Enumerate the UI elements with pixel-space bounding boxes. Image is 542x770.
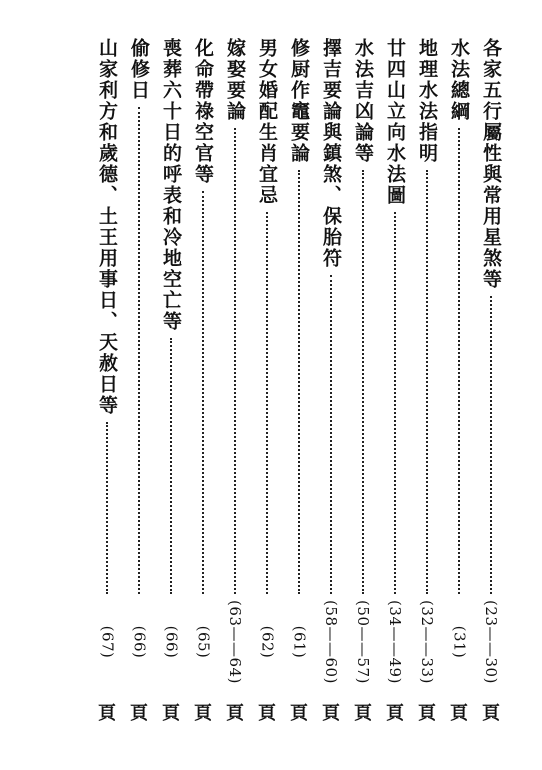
toc-entry-unit: 頁 <box>354 703 372 724</box>
toc-entry-pages-box <box>96 596 118 688</box>
toc-entry-pages: (32——33) <box>418 600 437 684</box>
toc-entry <box>448 38 470 728</box>
toc-entry <box>288 38 310 728</box>
toc-entry-pages: (58——60) <box>322 600 341 684</box>
toc-entry-unit: 頁 <box>258 703 276 724</box>
toc-entry-pages: (61) <box>290 625 309 659</box>
leader-dots <box>330 275 332 594</box>
toc-entry-title: 男女婚配生肖宜忌 <box>256 38 278 206</box>
leader-dots <box>490 296 492 594</box>
toc-entry-pages: (34——49) <box>386 600 405 684</box>
toc-entry-pages-box <box>448 596 470 688</box>
toc-entry <box>320 38 342 728</box>
toc-entry-unit: 頁 <box>322 703 340 724</box>
toc-entry-unit: 頁 <box>130 703 148 724</box>
table-of-contents <box>96 38 502 728</box>
toc-entry-title: 修厨作竈要論 <box>288 38 310 164</box>
toc-entry-pages: (65) <box>194 625 213 659</box>
toc-entry-pages: (67) <box>98 625 117 659</box>
toc-entry-pages-box <box>160 596 182 688</box>
leader-dots <box>426 170 428 594</box>
toc-entry <box>192 38 214 728</box>
toc-entry-unit: 頁 <box>450 703 468 724</box>
toc-entry-pages: (50——57) <box>354 600 373 684</box>
toc-entry-unit: 頁 <box>482 703 500 724</box>
toc-entry <box>128 38 150 728</box>
toc-entry-pages-box <box>352 596 374 688</box>
toc-entry-pages-box <box>480 596 502 688</box>
toc-entry-pages: (23——30) <box>482 600 501 684</box>
toc-entry-unit: 頁 <box>194 703 212 724</box>
toc-entry-title: 水法總綱 <box>448 38 470 122</box>
toc-entry-title: 廿四山立向水法圖 <box>384 38 406 206</box>
leader-dots <box>394 212 396 594</box>
toc-entry-pages-box <box>192 596 214 688</box>
toc-entry-pages-box <box>416 596 438 688</box>
toc-entry-pages-box <box>256 596 278 688</box>
toc-entry-pages: (66) <box>130 625 149 659</box>
toc-entry <box>256 38 278 728</box>
leader-dots <box>362 170 364 594</box>
toc-entry <box>160 38 182 728</box>
toc-entry-title: 偷修日 <box>128 38 150 101</box>
toc-entry-unit: 頁 <box>386 703 404 724</box>
toc-entry-title: 嫁娶要論 <box>224 38 246 122</box>
toc-entry-pages-box <box>224 596 246 688</box>
toc-entry-title: 喪葬六十日的呼表和冷地空亡等 <box>160 38 182 332</box>
toc-entry-title: 山家利方和歲德、土王用事日、天赦日等 <box>96 38 118 416</box>
toc-entry <box>384 38 406 728</box>
leader-dots <box>234 128 236 594</box>
toc-entry-pages-box <box>384 596 406 688</box>
leader-dots <box>138 107 140 594</box>
leader-dots <box>202 191 204 594</box>
toc-entry-title: 化命帶祿空官等 <box>192 38 214 185</box>
toc-entry-title: 水法吉凶論等 <box>352 38 374 164</box>
toc-entry-unit: 頁 <box>418 703 436 724</box>
leader-dots <box>106 422 108 594</box>
toc-entry-pages: (63——64) <box>226 600 245 684</box>
toc-entry <box>224 38 246 728</box>
toc-entry-unit: 頁 <box>290 703 308 724</box>
toc-entry-unit: 頁 <box>226 703 244 724</box>
leader-dots <box>458 128 460 594</box>
leader-dots <box>266 212 268 594</box>
toc-entry-pages: (62) <box>258 625 277 659</box>
toc-entry-title: 各家五行屬性與常用星煞等 <box>480 38 502 290</box>
toc-entry <box>480 38 502 728</box>
toc-entry-unit: 頁 <box>98 703 116 724</box>
toc-entry-pages-box <box>288 596 310 688</box>
leader-dots <box>298 170 300 594</box>
toc-entry-pages-box <box>128 596 150 688</box>
toc-entry-pages: (66) <box>162 625 181 659</box>
leader-dots <box>170 338 172 594</box>
toc-entry <box>416 38 438 728</box>
toc-entry-pages: (31) <box>450 625 469 659</box>
toc-entry-title: 擇吉要論與鎮煞、保胎符 <box>320 38 342 269</box>
toc-entry <box>96 38 118 728</box>
toc-entry-title: 地理水法指明 <box>416 38 438 164</box>
toc-entry <box>352 38 374 728</box>
toc-entry-unit: 頁 <box>162 703 180 724</box>
toc-entry-pages-box <box>320 596 342 688</box>
